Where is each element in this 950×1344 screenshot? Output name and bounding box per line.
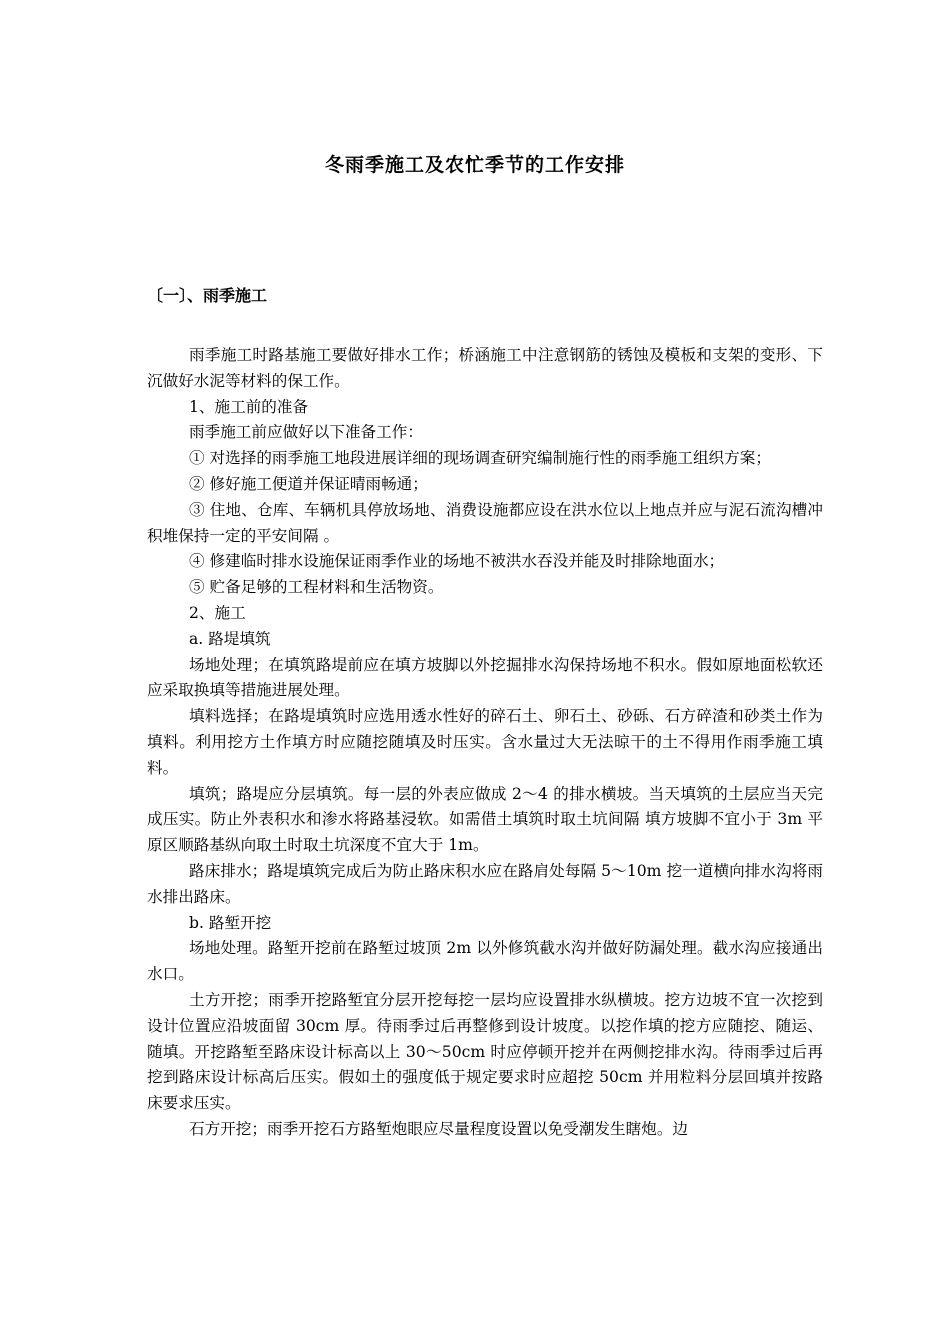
paragraph: 土方开挖；雨季开挖路堑宜分层开挖每挖一层均应设置排水纵横坡。挖方边坡不宜一次挖到设计位置应沿坡面留 30cm 厚。待雨季过后再整修到设计坡度。以挖作填的挖方应随挖、随运、随填。开挖路堑至路床设计标高以上 30～50cm 时应停顿开挖并在两侧挖排水沟。待雨季过后再挖到路床设计标高后压实。假如土的强度低于规定要求时应超挖 50cm 并用粒料分层回填并按路床要求压实。 (147, 990, 823, 1113)
document-title: 冬雨季施工及农忙季节的工作安排 (324, 154, 625, 176)
paragraph: 雨季施工时路基施工要做好排水工作；桥涵施工中注意钢筋的锈蚀及模板和支架的变形、下沉做好水泥等材料的保工作。 (147, 346, 823, 390)
paragraph: 2、施工 (189, 603, 246, 622)
paragraph: ⑤ 贮备足够的工程材料和生活物资。 (189, 578, 444, 597)
document-body (147, 343, 823, 1143)
paragraph: 雨季施工前应做好以下准备工作： (189, 423, 423, 442)
section-heading: 〔一〕、雨季施工 (147, 286, 268, 305)
paragraph: ① 对选择的雨季施工地段进展详细的现场调查研究编制施行性的雨季施工组织方案； (189, 449, 771, 468)
paragraph: 路床排水；路堤填筑完成后为防止路床积水应在路肩处每隔 5～10m 挖一道横向排水沟将雨水排出路床。 (147, 861, 823, 906)
paragraph: 填筑；路堤应分层填筑。每一层的外表应做成 2～4 的排水横坡。当天填筑的土层应当天完成压实。防止外表积水和渗水将路基浸软。如需借土填筑时取土坑间隔 填方坡脚不宜小于 3m 平原区顺路基纵向取土时取土坑深度不宜大于 1m。 (147, 784, 823, 855)
paragraph: 1、施工前的准备 (189, 397, 309, 416)
paragraph: 石方开挖；雨季开挖石方路堑炮眼应尽量程度设置以免受潮发生瞎炮。边 (189, 1119, 689, 1138)
paragraph: b. 路堑开挖 (189, 913, 272, 932)
paragraph: 场地处理；在填筑路堤前应在填方坡脚以外挖掘排水沟保持场地不积水。假如原地面松软还应采取换填等措施进展处理。 (147, 655, 823, 700)
paragraph: 填料选择；在路堤填筑时应选用透水性好的碎石土、卵石土、砂砾、石方碎渣和砂类土作为填料。利用挖方土作填方时应随挖随填及时压实。含水量过大无法晾干的土不得用作雨季施工填料。 (147, 707, 823, 777)
paragraph: a. 路堤填筑 (189, 629, 271, 648)
paragraph: ③ 住地、仓库、车辆机具停放场地、消费设施都应设在洪水位以上地点并应与泥石流沟槽冲积堆保持一定的平安间隔 。 (147, 500, 823, 545)
paragraph: ② 修好施工便道并保证晴雨畅通； (189, 474, 428, 493)
paragraph: ④ 修建临时排水设施保证雨季作业的场地不被洪水吞没并能及时排除地面水； (189, 552, 725, 571)
paragraph: 场地处理。路堑开挖前在路堑过坡顶 2m 以外修筑截水沟并做好防漏处理。截水沟应接通出水口。 (147, 939, 823, 984)
